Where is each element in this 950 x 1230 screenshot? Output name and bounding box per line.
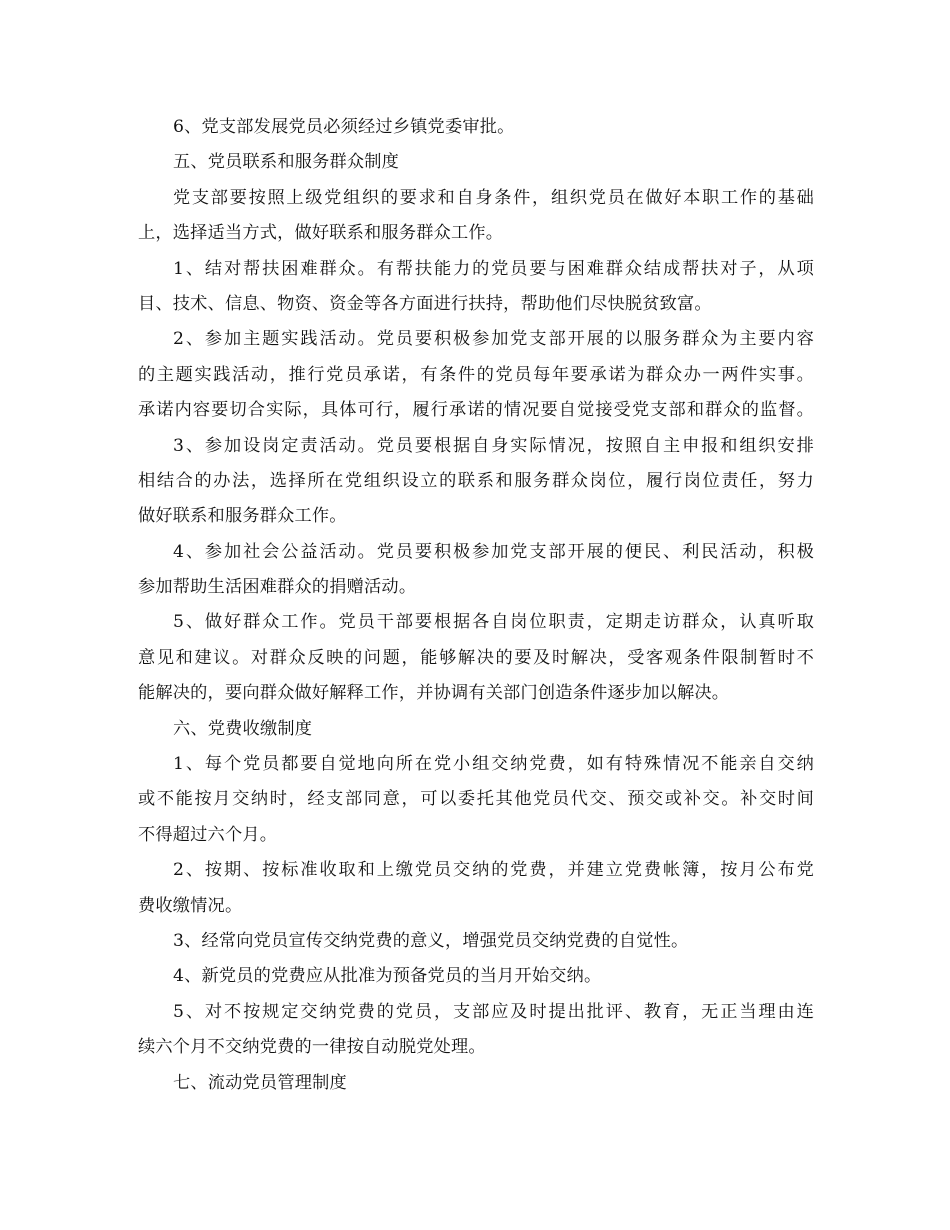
text-line: 1、每个党员都要自觉地向所在党小组交纳党费，如有特殊情况不能亲自交纳 <box>173 754 814 775</box>
text-line: 3、经常向党员宣传交纳党费的意义，增强党员交纳党费的自觉性。 <box>173 930 689 951</box>
text-line: 4、新党员的党费应从批准为预备党员的当月开始交纳。 <box>173 966 602 987</box>
text-line: 能解决的，要向群众做好解释工作，并协调有关部门创造条件逐步加以解决。 <box>138 683 730 704</box>
text-line: 5、对不按规定交纳党费的党员，支部应及时提出批评、教育，无正当理由连 <box>173 1001 814 1022</box>
text-line: 5、做好群众工作。党员干部要根据各自岗位职责，定期走访群众，认真听取 <box>173 612 814 633</box>
text-line: 不得超过六个月。 <box>138 824 278 845</box>
text-line: 承诺内容要切合实际，具体可行，履行承诺的情况要自觉接受党支部和群众的监督。 <box>138 400 814 421</box>
text-line: 或不能按月交纳时，经支部同意，可以委托其他党员代交、预交或补交。补交时间 <box>138 789 814 810</box>
text-line: 费收缴情况。 <box>138 895 243 916</box>
text-line: 的主题实践活动，推行党员承诺，有条件的党员每年要承诺为群众办一两件实事。 <box>138 364 814 385</box>
document-page <box>138 110 814 1101</box>
text-line: 党支部要按照上级党组织的要求和自身条件，组织党员在做好本职工作的基础 <box>173 187 814 208</box>
text-line: 做好联系和服务群众工作。 <box>138 506 347 527</box>
text-line: 参加帮助生活困难群众的捐赠活动。 <box>138 577 417 598</box>
text-line: 上，选择适当方式，做好联系和服务群众工作。 <box>138 223 504 244</box>
text-line: 4、参加社会公益活动。党员要积极参加党支部开展的便民、利民活动，积极 <box>173 541 814 562</box>
text-line: 续六个月不交纳党费的一律按自动脱党处理。 <box>138 1037 486 1058</box>
text-line: 意见和建议。对群众反映的问题，能够解决的要及时解决，受客观条件限制暂时不 <box>138 647 814 668</box>
text-line: 3、参加设岗定责活动。党员要根据自身实际情况，按照自主申报和组织安排 <box>173 435 814 456</box>
text-line: 2、参加主题实践活动。党员要积极参加党支部开展的以服务群众为主要内容 <box>173 329 814 350</box>
section-heading: 六、党费收缴制度 <box>173 718 313 739</box>
text-line: 6、党支部发展党员必须经过乡镇党委审批。 <box>173 117 515 137</box>
section-heading: 五、党员联系和服务群众制度 <box>173 152 400 173</box>
section-heading: 七、流动党员管理制度 <box>173 1072 347 1093</box>
text-line: 目、技术、信息、物资、资金等各方面进行扶持，帮助他们尽快脱贫致富。 <box>138 293 712 314</box>
text-line: 1、结对帮扶困难群众。有帮扶能力的党员要与困难群众结成帮扶对子，从项 <box>173 258 814 279</box>
text-line: 相结合的办法，选择所在党组织设立的联系和服务群众岗位，履行岗位责任，努力 <box>138 470 814 491</box>
text-line: 2、按期、按标准收取和上缴党员交纳的党费，并建立党费帐簿，按月公布党 <box>173 860 814 881</box>
